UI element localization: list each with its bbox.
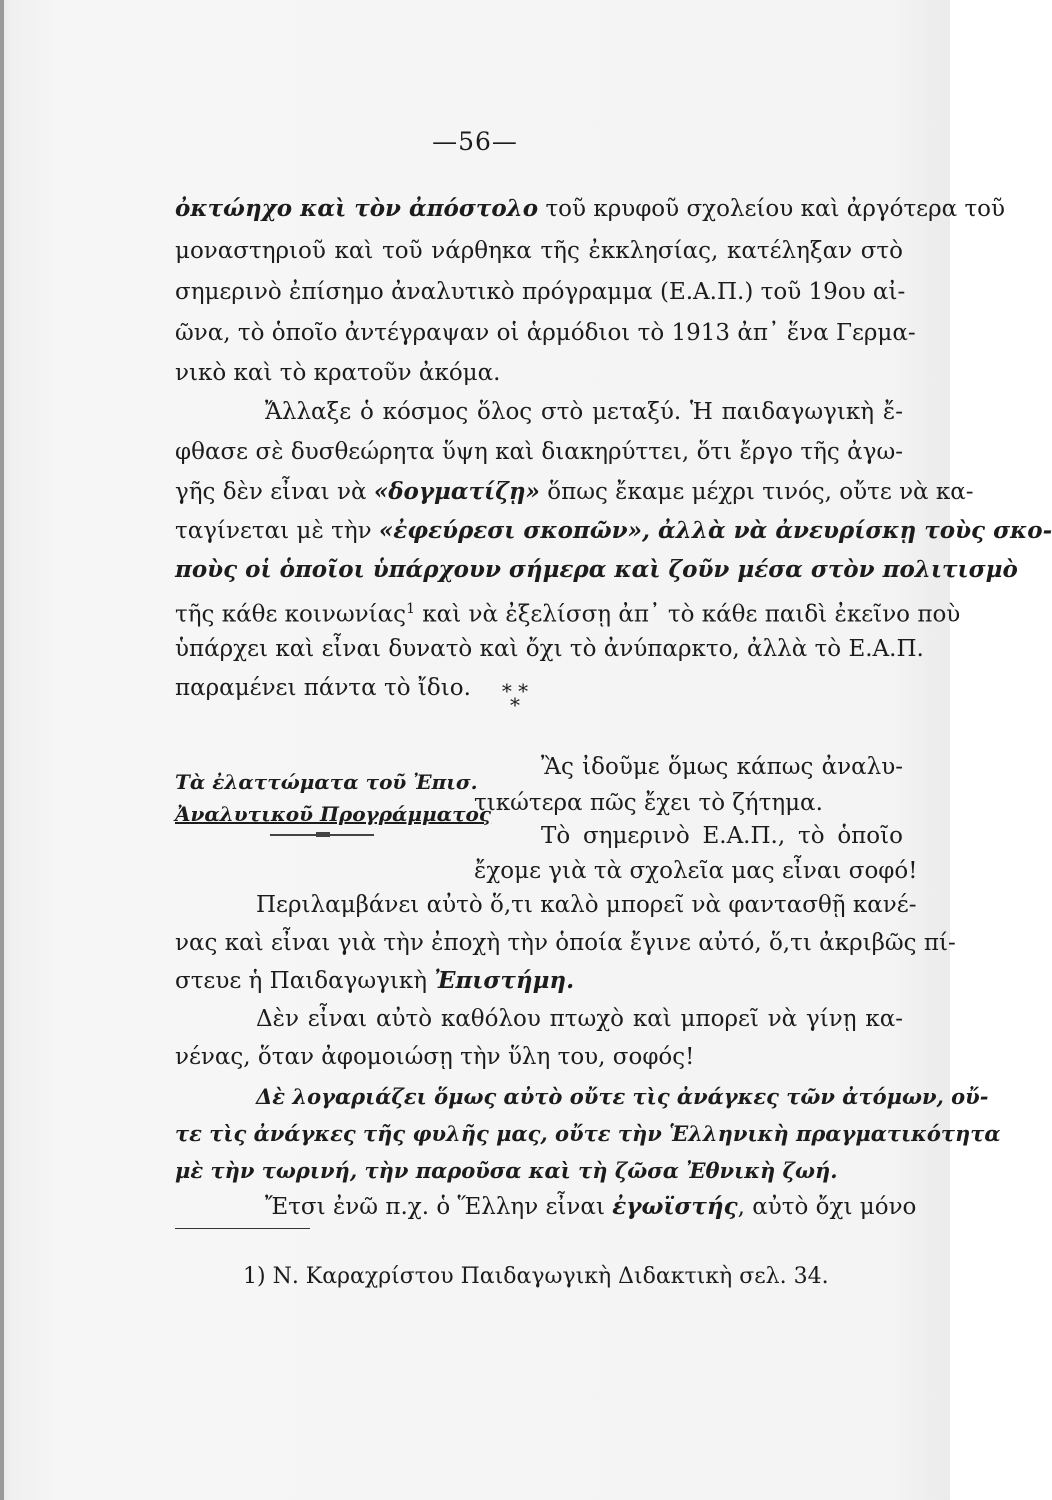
footnote-rule <box>175 1228 310 1229</box>
text-line: νικὸ καὶ τὸ κρατοῦν ἀκόμα. <box>175 360 501 386</box>
page-number: —56— <box>432 127 518 156</box>
text-line: ποὺς οἱ ὁποῖοι ὑπάρχουν σήμερα καὶ ζοῦν μέσα στὸν πολιτισμὸ <box>175 556 1018 583</box>
text-line: σημερινὸ ἐπίσημο ἀναλυτικὸ πρόγραμμα (Ε.Α.Π.) τοῦ 19ου αἰ- <box>175 279 906 305</box>
text-span: γῆς δὲν εἶναι νὰ <box>175 479 374 505</box>
text-span: τῆς κάθε κοινωνίας <box>175 601 407 628</box>
text-line <box>175 194 1006 224</box>
text-line: νένας, ὅταν ἀφομοιώσῃ τὴν ὕλη του, σοφός! <box>175 1044 695 1070</box>
text-line: τε τὶς ἀνάγκες τῆς φυλῆς μας, οὔτε τὴν Ἑλληνικὴ πραγματικότητα <box>175 1121 1001 1146</box>
text-line: παραμένει πάντα τὸ ἴδιο. <box>175 675 471 701</box>
text-line <box>175 477 974 507</box>
text-line: φθασε σὲ δυσθεώρητα ὕψη καὶ διακηρύττει, ὅτι ἔργο τῆς ἀγω- <box>175 439 903 465</box>
footnote-marker: 1 <box>406 601 415 617</box>
text-span: ὅπως ἔκαμε μέχρι τινός, οὔτε νὰ κα- <box>539 479 974 505</box>
text-line: ἔχομε γιὰ τὰ σχολεῖα μας εἶναι σοφό! <box>474 858 918 884</box>
bold-phrase: ὀκτώηχο καὶ τὸν ἀπόστολο <box>175 195 539 222</box>
sidenote-title-line1: Τὰ ἐλαττώματα τοῦ Ἐπισ. <box>175 770 478 794</box>
text-line <box>175 516 1052 546</box>
text-line: μὲ τὴν τωρινή, τὴν παροῦσα καὶ τὴ ζῶσα Ἐθνικὴ ζωή. <box>175 1158 838 1183</box>
text-line: τικώτερα πῶς ἔχει τὸ ζήτημα. <box>474 790 823 816</box>
text-span: ταγίνεται μὲ τὴν <box>175 518 379 544</box>
bold-phrase: «ἐφεύρεσι σκοπῶν», ἀλλὰ νὰ ἀνευρίσκῃ τοὺς σκο- <box>378 517 1052 544</box>
bold-phrase: «δογματίζῃ» <box>373 478 540 505</box>
text-line: ὑπάρχει καὶ εἶναι δυνατὸ καὶ ὄχι τὸ ἀνύπαρκτο, ἀλλὰ τὸ Ε.Α.Π. <box>175 636 924 662</box>
text-span: Ἔτσι ἐνῶ π.χ. ὁ Ἕλλην εἶναι <box>265 1194 613 1220</box>
page-fold-shadow <box>0 0 4 1500</box>
text-line: Ἄλλαξε ὁ κόσμος ὅλος στὸ μεταξύ. Ἡ παιδαγωγικὴ ἔ- <box>265 399 903 425</box>
text-line: Περιλαμβάνει αὐτὸ ὅ,τι καλὸ μπορεῖ νὰ φαντασθῇ κανέ- <box>256 892 917 918</box>
text-span: στευε ἡ Παιδαγωγικὴ <box>175 968 435 994</box>
text-line <box>265 1192 917 1222</box>
text-span: τοῦ κρυφοῦ σχολείου καὶ ἀργότερα τοῦ <box>538 196 1006 222</box>
sidenote-title-line2: Ἀναλυτικοῦ Προγράμματος <box>175 802 492 826</box>
text-line <box>175 594 961 630</box>
footnote: 1) Ν. Καραχρίστου Παιδαγωγικὴ Διδακτικὴ σελ. 34. <box>243 1264 829 1289</box>
text-line: Ἂς ἰδοῦμε ὅμως κάπως ἀναλυ- <box>541 754 903 780</box>
text-line: Δὲ λογαριάζει ὅμως αὐτὸ οὔτε τὶς ἀνάγκες τῶν ἀτόμων, οὔ- <box>256 1084 989 1109</box>
text-line <box>175 966 574 996</box>
text-line: Τὸ σημερινὸ Ε.Α.Π., τὸ ὁποῖο <box>541 823 903 849</box>
sidenote-divider <box>270 834 374 836</box>
text-span: καὶ νὰ ἐξελίσσῃ ἀπ᾿ τὸ κάθε παιδὶ ἐκεῖνο ποὺ <box>415 601 961 628</box>
asterism: * * * <box>501 679 529 717</box>
text-span: , αὐτὸ ὄχι μόνο <box>737 1194 917 1220</box>
bold-phrase: Ἐπιστήμη. <box>434 967 575 994</box>
text-line: μοναστηριοῦ καὶ τοῦ νάρθηκα τῆς ἐκκλησίας, κατέληξαν στὸ <box>175 238 903 264</box>
text-line: ῶνα, τὸ ὁποῖο ἀντέγραψαν οἱ ἁρμόδιοι τὸ 1913 ἀπ᾿ ἕνα Γερμα- <box>175 320 916 346</box>
bold-phrase: ἐγωϊστής <box>612 1193 738 1220</box>
text-line: νας καὶ εἶναι γιὰ τὴν ἐποχὴ τὴν ὁποία ἔγινε αὐτό, ὅ,τι ἀκριβῶς πί- <box>175 930 956 956</box>
text-line: Δὲν εἶναι αὐτὸ καθόλου πτωχὸ καὶ μπορεῖ νὰ γίνῃ κα- <box>256 1006 903 1032</box>
